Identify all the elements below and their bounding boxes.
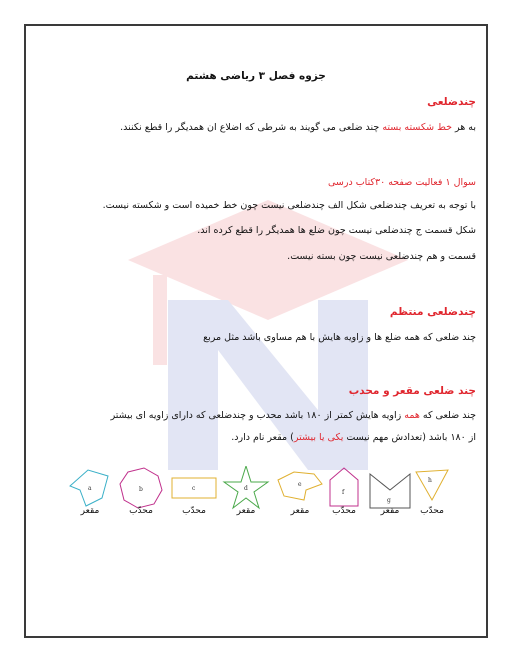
shape-label-f: محدّب — [332, 506, 356, 516]
shape-label-a: مقعر — [80, 506, 100, 516]
shape-label-g: مقعر — [380, 506, 400, 516]
highlight-all: همه — [404, 410, 420, 421]
heading-regular-polygon: چندضلعی منتظم — [389, 306, 476, 318]
shape-label-e: مقعر — [290, 506, 310, 516]
shape-label-c: محدّب — [182, 506, 206, 516]
shape-letter-a: a — [88, 485, 92, 492]
regular-polygon-definition: چند ضلعی که همه ضلع ها و زاویه هایش با هم مساوی باشد مثل مربع — [203, 332, 476, 343]
highlight-one-or-more: یکی یا بیشتر — [293, 432, 344, 443]
shape-f — [330, 468, 358, 506]
shape-letter-e: e — [298, 481, 302, 488]
heading-polygon: چندضلعی — [427, 96, 476, 108]
concave-convex-line-2: از ۱۸۰ باشد (تعدادش مهم نیست یکی یا بیشتر) مقعر نام دارد. — [231, 432, 476, 443]
shape-label-d: مقعر — [236, 506, 256, 516]
shape-letter-d: d — [244, 485, 248, 492]
shape-label-h: محدّب — [420, 506, 444, 516]
shape-letter-b: b — [139, 486, 143, 493]
question-heading: سوال ۱ فعالیت صفحه ۳۰کتاب درسی — [328, 177, 476, 188]
page-title: جزوه فصل ۳ ریاضی هشتم — [186, 70, 326, 82]
shape-letter-g: g — [387, 497, 391, 504]
concave-convex-line-1: چند ضلعی که همه زاویه هایش کمتر از ۱۸۰ باشد محدب و چندضلعی که دارای زاویه ای بیشتر — [110, 410, 476, 421]
polygon-definition: به هر خط شکسته بسته چند ضلعی می گویند به شرطی که اضلاع ان همدیگر را قطع نکنند. — [120, 122, 476, 133]
question-line-2: شکل قسمت ج چندضلعی نیست چون ضلع ها همدیگر را قطع کرده اند. — [197, 225, 476, 236]
question-line-1: با توجه به تعریف چندضلعی شکل الف چندضلعی نیست چون خط خمیده است و شکسته نیست. — [102, 200, 476, 211]
heading-concave-convex: چند ضلعی مقعر و محدب — [348, 385, 476, 397]
shape-labels — [60, 506, 452, 522]
highlight-closed-broken-line: خط شکسته بسته — [382, 122, 452, 133]
shape-letter-h: h — [428, 477, 432, 484]
shape-label-b: محدّب — [129, 506, 153, 516]
shape-letter-f: f — [342, 489, 345, 496]
question-line-3: قسمت و هم چندضلعی نیست چون بسته نیست. — [287, 251, 476, 262]
shape-h — [416, 470, 448, 500]
shape-letter-c: c — [192, 485, 196, 492]
